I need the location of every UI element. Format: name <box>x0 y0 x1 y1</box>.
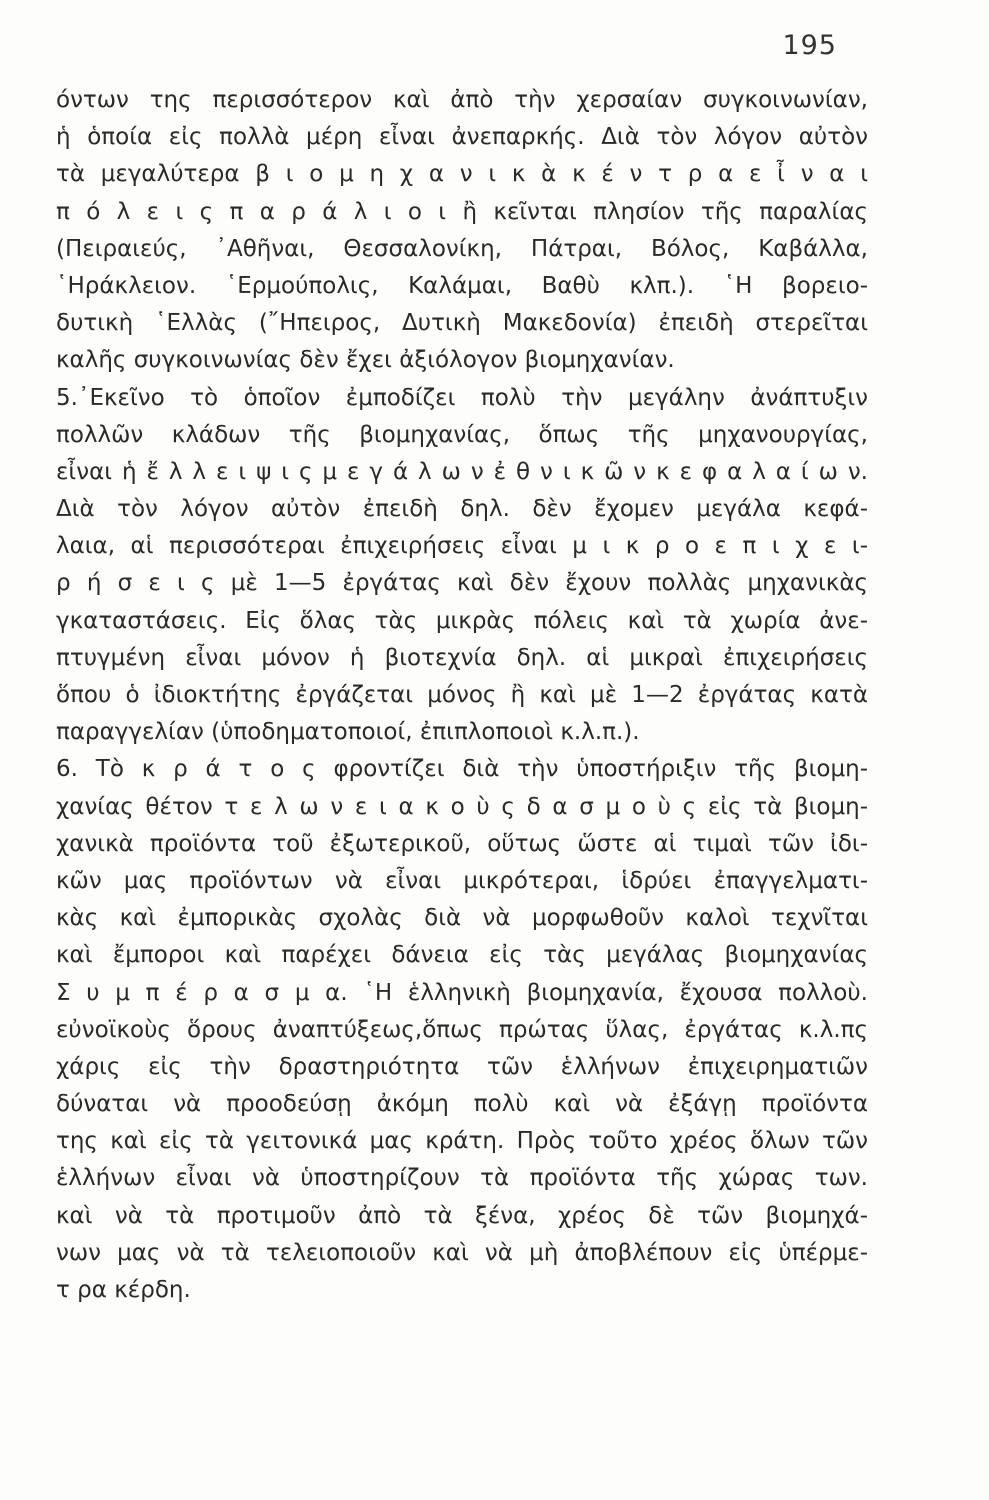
text-line: 5.᾿Εκεῖνο τὸ ὁποῖον ἐμποδίζει πολὺ τὴν μεγάλην ἀνάπτυξιν <box>56 384 868 411</box>
text-line: πολλῶν κλάδων τῆς βιομηχανίας, ὅπως τῆς μηχανουργίας, <box>56 421 868 448</box>
text-line: της καὶ εἰς τὰ γειτονικά μας κράτη. Πρὸς τοῦτο χρέος ὅλων τῶν <box>56 1128 868 1155</box>
text-line: κὰς καὶ ἐμπορικὰς σχολὰς διὰ νὰ μορφωθοῦν καλοὶ τεχνῖται <box>56 905 868 932</box>
text-line: δύναται νὰ προοδεύσῃ ἀκόμη πολὺ καὶ νὰ ἐξάγῃ προϊόντα <box>56 1091 868 1118</box>
text-line: ἡ ὁποία εἰς πολλὰ μέρη εἶναι ἀνεπαρκής. Διὰ τὸν λόγον αὐτὸν <box>56 124 868 151</box>
text-line: δυτικὴ ῾Ελλὰς (῎Ηπειρος, Δυτικὴ Μακεδονία) ἐπειδὴ στερεῖται <box>56 310 868 337</box>
text-line: καὶ ἔμποροι καὶ παρέχει δάνεια εἰς τὰς μεγάλας βιομηχανίας <box>56 942 868 969</box>
text-line: ὅπου ὁ ἰδιοκτήτης ἐργάζεται μόνος ἢ καὶ μὲ 1—2 ἐργάτας κατὰ <box>56 682 868 708</box>
text-line: εὐνοϊκοὺς ὅρους ἀναπτύξεως,ὅπως πρώτας ὕλας, ἐργάτας κ.λ.πς <box>56 1016 868 1043</box>
text-line: χανικὰ προϊόντα τοῦ ἐξωτερικοῦ, οὕτως ὥστε αἱ τιμαὶ τῶν ἰδι- <box>56 830 868 857</box>
text-line: (Πειραιεύς, ᾿Αθῆναι, Θεσσαλονίκη, Πάτραι, Βόλος, Καβάλλα, <box>56 235 868 262</box>
text-line: π ό λ ε ι ς π α ρ ά λ ι ο ι ἢ κεῖνται πλησίον τῆς παραλίας <box>56 198 868 225</box>
text-line: χάρις εἰς τὴν δραστηριότητα τῶν ἑλλήνων ἐπιχειρηματιῶν <box>56 1053 868 1080</box>
text-line: χανίας θέτον τ ε λ ω ν ε ι α κ ο ὺ ς δ α σ μ ο ὺ ς εἰς τὰ βιομη- <box>56 793 868 820</box>
text-line: 6. Τὸ κ ρ ά τ ο ς φροντίζει διὰ τὴν ὑποστήριξιν τῆς βιομη- <box>56 756 868 783</box>
text-line: όντων της περισσότερον καὶ ἀπὸ τὴν χερσαίαν συγκοινωνίαν, <box>56 87 868 113</box>
text-line: εἶναι ἡ ἔ λ λ ε ι ψ ι ς μ ε γ ά λ ω ν ἐ θ ν ι κ ῶ ν κ ε φ α λ α ί ω ν. <box>56 458 868 485</box>
page-number: 195 <box>782 30 837 61</box>
text-line: γκαταστάσεις. Εἰς ὅλας τὰς μικρὰς πόλεις καὶ τὰ χωρία ἀνε- <box>56 607 868 634</box>
text-line: πτυγμένη εἶναι μόνον ἡ βιοτεχνία δηλ. αἱ μικραὶ ἐπιχειρήσεις <box>56 644 868 671</box>
text-line: Σ υ μ π έ ρ α σ μ α. ῾Η ἑλληνικὴ βιομηχανία, ἔχουσα πολλοὺ. <box>56 979 868 1006</box>
text-line: ρ ή σ ε ι ς μὲ 1—5 ἐργάτας καὶ δὲν ἔχουν πολλὰς μηχανικὰς <box>56 570 868 597</box>
text-line: παραγγελίαν (ὑποδηματοποιοί, ἐπιπλοποιοὶ κ.λ.π.). <box>56 719 640 746</box>
text-line: τὰ μεγαλύτερα β ι ο μ η χ α ν ι κ ὰ κ έ ν τ ρ α ε ἶ ν α ι <box>56 161 868 188</box>
text-line: νων μας νὰ τὰ τελειοποιοῦν καὶ νὰ μὴ ἀποβλέπουν εἰς ὑπέρμε- <box>56 1239 868 1266</box>
text-line: ῾Ηράκλειον. ῾Ερμούπολις, Καλάμαι, Βαθὺ κλπ.). ῾Η βορειο- <box>56 272 868 299</box>
text-line: λαια, αἱ περισσότεραι ἐπιχειρήσεις εἶναι μ ι κ ρ ο ε π ι χ ε ι- <box>56 533 868 560</box>
text-line: καὶ νὰ τὰ προτιμοῦν ἀπὸ τὰ ξένα, χρέος δὲ τῶν βιομηχά- <box>56 1202 868 1229</box>
text-line: τ ρα κέρδη. <box>56 1277 191 1303</box>
text-line: καλῆς συγκοινωνίας δὲν ἔχει ἀξιόλογον βιομηχανίαν. <box>56 347 675 374</box>
text-line: Διὰ τὸν λόγον αὐτὸν ἐπειδὴ δηλ. δὲν ἔχομεν μεγάλα κεφά- <box>56 496 868 523</box>
text-line: κῶν μας προϊόντων νὰ εἶναι μικρότεραι, ἱδρύει ἐπαγγελματι- <box>56 867 868 894</box>
body-text <box>56 82 868 1309</box>
text-line: ἑλλήνων εἶναι νὰ ὑποστηρίζουν τὰ προϊόντα τῆς χώρας των. <box>56 1165 868 1192</box>
